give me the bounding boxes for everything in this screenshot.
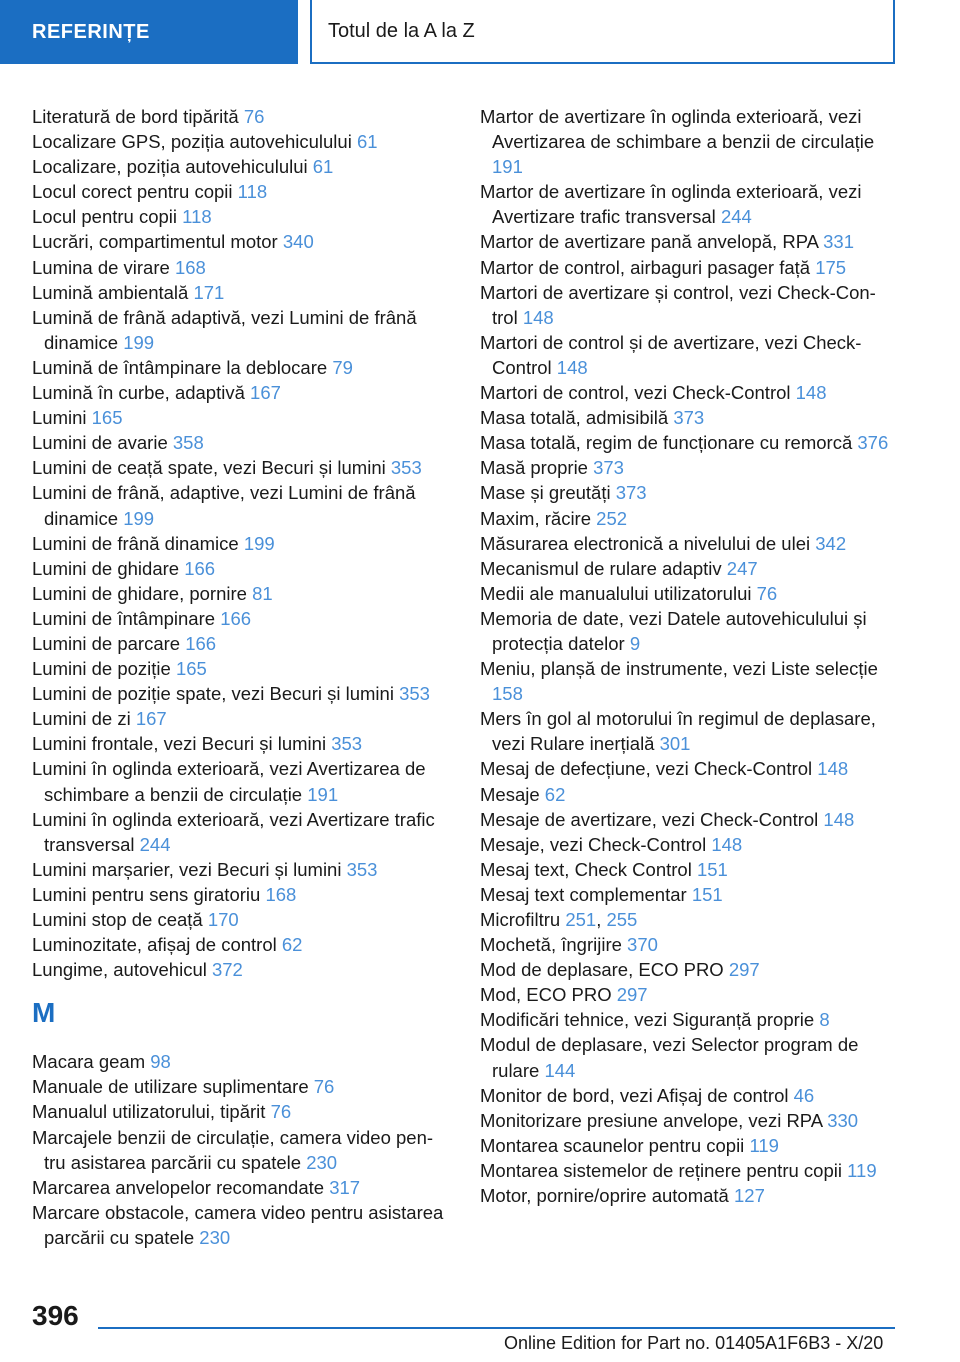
index-entry-text: Locul pentru copii	[32, 206, 178, 228]
page-link[interactable]: 372	[211, 959, 243, 981]
index-entry-text: Lumini de parcare	[32, 632, 181, 654]
page-link[interactable]: 317	[329, 1176, 361, 1198]
page-link[interactable]: 165	[175, 658, 207, 680]
page-link[interactable]: 373	[673, 407, 705, 429]
index-entry-text: Mod, ECO PRO	[480, 984, 612, 1006]
index-entry	[480, 606, 890, 656]
index-entry-text: Maxim, răcire	[480, 507, 592, 529]
index-entry-text: Martor de avertizare în oglinda exterioară, vezi Avertizare trafic transversal	[480, 181, 862, 228]
index-entry	[32, 430, 447, 455]
index-entry	[480, 556, 890, 581]
page-link[interactable]: 353	[346, 858, 378, 880]
index-entry	[32, 179, 447, 204]
page-link[interactable]: 166	[184, 557, 216, 579]
page-link[interactable]: 61	[312, 156, 334, 178]
index-entry-text: Lumină de frână adaptivă, vezi Lumini de frână dinamice	[32, 306, 417, 353]
index-entry	[480, 756, 890, 781]
page-link[interactable]: 331	[823, 231, 855, 253]
page-link[interactable]: 230	[306, 1151, 338, 1173]
index-entry-text: Lumini frontale, vezi Becuri și lumini	[32, 733, 327, 755]
page-link[interactable]: 171	[193, 281, 225, 303]
index-entry-text: Literatură de bord tipărită	[32, 106, 239, 127]
index-entry	[32, 681, 447, 706]
index-entry-text: Microfiltru	[480, 909, 561, 930]
page-link[interactable]: 191	[492, 156, 523, 178]
index-entry	[480, 455, 890, 480]
page-link[interactable]: 76	[756, 582, 778, 604]
index-entry-text: Montarea sistemelor de reținere pentru copii	[480, 1159, 842, 1181]
page-link[interactable]: 151	[696, 858, 728, 880]
index-entry	[32, 656, 447, 681]
index-entry-text: Lucrări, compartimentul motor	[32, 231, 278, 253]
page-link[interactable]: 62	[281, 934, 303, 956]
index-entry	[32, 455, 447, 480]
index-entry-text: Meniu, planșă de instrumente, vezi Liste selecție	[480, 658, 878, 680]
footer-divider	[98, 1327, 895, 1329]
page-link[interactable]: 148	[817, 758, 849, 780]
page-link[interactable]: 119	[749, 1134, 779, 1156]
page-link[interactable]: 81	[252, 582, 273, 604]
page-number: 396	[32, 1300, 79, 1331]
page-link[interactable]: 165	[91, 407, 123, 429]
page-link[interactable]: 330	[827, 1109, 859, 1131]
index-entry	[32, 1074, 447, 1099]
index-entry-text: Lumini de avarie	[32, 432, 168, 454]
index-entry-text: Marcajele benzii de circulație, camera video pentru asistarea parcării cu spatele	[32, 1126, 434, 1173]
page-title: Totul de la A la Z	[328, 19, 475, 42]
index-entry	[32, 756, 447, 806]
index-entry	[480, 882, 890, 907]
index-entry-text: Lumina de virare	[32, 256, 170, 278]
index-entry	[480, 380, 890, 405]
index-entry	[32, 556, 447, 581]
index-entry-text: Monitorizare presiune anvelope, vezi RPA	[480, 1109, 823, 1131]
page-link[interactable]: 358	[172, 432, 204, 454]
index-entry	[480, 782, 890, 807]
page-link[interactable]: 342	[815, 532, 847, 554]
index-entry-text: Manuale de utilizare suplimentare	[32, 1076, 309, 1098]
page-link[interactable]: 175	[815, 256, 847, 278]
page-link[interactable]: 353	[390, 457, 422, 479]
page-link[interactable]: 168	[265, 883, 297, 905]
index-entry	[480, 581, 890, 606]
index-entry	[480, 857, 890, 882]
index-entry-text: Motor, pornire/oprire automată	[480, 1185, 729, 1207]
index-entry-text: Masa totală, regim de funcționare cu remorcă	[480, 432, 853, 454]
index-entry	[480, 531, 890, 556]
index-entry-text: Lumini de poziție	[32, 658, 171, 680]
index-entry	[32, 405, 447, 430]
page-link[interactable]: 247	[726, 557, 758, 579]
index-entry	[32, 280, 447, 305]
section-title: REFERINȚE	[32, 20, 150, 43]
page-link[interactable]: 373	[593, 457, 624, 479]
page-link[interactable]: 76	[313, 1076, 335, 1098]
index-entry	[480, 330, 890, 380]
index-entry-text: Lumini pentru sens giratoriu	[32, 883, 261, 905]
index-entry-text: Masa totală, admisibilă	[480, 407, 669, 429]
page-link[interactable]: 148	[556, 356, 588, 378]
index-entry-text: Lumini	[32, 407, 87, 429]
index-column-right	[480, 104, 890, 1208]
index-entry	[32, 531, 447, 556]
index-entry	[32, 355, 447, 380]
index-entry	[480, 1083, 890, 1108]
index-entry-text: Medii ale manualului utilizatorului	[480, 582, 752, 604]
page-link[interactable]: 148	[711, 833, 743, 855]
page-link[interactable]: 119	[847, 1159, 877, 1181]
page-link[interactable]: 127	[734, 1185, 765, 1207]
index-entry-text: Modul de deplasare, vezi Selector program de rulare	[480, 1034, 859, 1081]
index-entry-text: Lumină în curbe, adaptivă	[32, 382, 245, 404]
index-entry	[32, 1049, 447, 1074]
index-entry-text: Locul corect pentru copii	[32, 181, 233, 203]
index-entry-text: Lumini de zi	[32, 708, 131, 730]
page-link[interactable]: 353	[399, 683, 430, 705]
index-entry-text: Localizare GPS, poziția autovehiculului	[32, 131, 352, 153]
page-link[interactable]: 199	[243, 532, 275, 554]
page-link[interactable]: 98	[150, 1051, 171, 1073]
index-entry	[32, 907, 447, 932]
index-entry-text: Lumini de întâmpinare	[32, 607, 216, 629]
index-entry	[480, 1158, 890, 1183]
index-entry-text: Mesaj text complementar	[480, 883, 687, 905]
page-link[interactable]: 353	[331, 733, 363, 755]
index-entry-text: Masă proprie	[480, 457, 588, 479]
page-link[interactable]: 301	[659, 733, 691, 755]
index-entry-text: Martor de avertizare în oglinda exterioară, vezi Avertizarea de schimbare a benzii de circulație	[480, 106, 875, 153]
index-entry	[480, 506, 890, 531]
index-entry	[32, 154, 447, 179]
index-entry	[480, 982, 890, 1007]
page-link[interactable]: 148	[823, 808, 855, 830]
index-entry-text: Memoria de date, vezi Datele autovehiculului și protecția datelor	[480, 607, 867, 654]
index-entry-text: Martori de control și de avertizare, vezi Check-Control	[480, 331, 862, 378]
page-link[interactable]: 373	[615, 482, 647, 504]
index-entry	[32, 380, 447, 405]
index-entry	[480, 229, 890, 254]
page-link[interactable]: 79	[332, 356, 353, 378]
index-entry-text: Mesaj de defecțiune, vezi Check-Control	[480, 758, 813, 780]
index-entry-text: Mochetă, îngrijire	[480, 934, 622, 956]
page-link[interactable]: 255	[606, 909, 638, 930]
section-tab	[0, 0, 298, 64]
page-link[interactable]: 244	[720, 206, 752, 228]
index-entry-text: Martori de control, vezi Check-Control	[480, 382, 791, 404]
page-link[interactable]: 199	[123, 507, 155, 529]
page-link[interactable]: 170	[207, 909, 239, 930]
section-letter: M	[32, 997, 56, 1029]
index-entry	[32, 882, 447, 907]
page-link[interactable]: 191	[307, 783, 339, 805]
page-link[interactable]: 167	[135, 708, 167, 730]
index-entry-text: Macara geam	[32, 1051, 146, 1073]
index-entry	[480, 179, 890, 229]
index-entry	[32, 305, 447, 355]
index-entry-text: Mod de deplasare, ECO PRO	[480, 959, 724, 981]
index-entry-text: Marcarea anvelopelor recomandate	[32, 1176, 325, 1198]
page-link[interactable]: 158	[492, 683, 523, 705]
index-entry-text: Măsurarea electronică a nivelului de ulei	[480, 532, 811, 554]
page-link[interactable]: 297	[728, 959, 760, 981]
index-entry	[480, 104, 890, 179]
index-entry-text: Lumini de ghidare, pornire	[32, 582, 247, 604]
index-entry	[32, 480, 447, 530]
page-link[interactable]: 9	[629, 632, 641, 654]
index-entry-text: Mase și greutăți	[480, 482, 611, 504]
page-link[interactable]: 376	[857, 432, 889, 454]
index-entry	[480, 280, 890, 330]
index-entry	[480, 1007, 890, 1032]
index-entry	[32, 731, 447, 756]
index-entry	[32, 631, 447, 656]
page-link[interactable]: 251	[565, 909, 597, 930]
index-entry	[32, 255, 447, 280]
index-entry-text: Luminozitate, afișaj de control	[32, 934, 277, 956]
index-entry	[480, 1108, 890, 1133]
index-entry	[32, 1125, 447, 1175]
index-entry-text: Lumină ambientală	[32, 281, 189, 303]
page-link[interactable]: 148	[522, 306, 554, 328]
index-entry	[32, 129, 447, 154]
index-entry	[480, 932, 890, 957]
index-entry	[32, 204, 447, 229]
index-entry	[480, 957, 890, 982]
page-link[interactable]: 167	[250, 382, 281, 404]
index-entry-text: Lungime, autovehicul	[32, 959, 207, 981]
index-entry	[32, 229, 447, 254]
index-entry-text: Manualul utilizatorului, tipărit	[32, 1101, 266, 1123]
index-entry-text: Localizare, poziția autovehiculului	[32, 156, 308, 178]
page-link[interactable]: 252	[596, 507, 628, 529]
index-entry	[480, 656, 890, 706]
index-entry	[32, 957, 447, 982]
page-link[interactable]: 199	[123, 331, 155, 353]
index-entry	[480, 480, 890, 505]
page-link[interactable]: 370	[627, 934, 658, 956]
index-entry	[480, 1183, 890, 1208]
page-link[interactable]: 166	[220, 607, 252, 629]
index-entry	[32, 932, 447, 957]
index-entry-text: Martor de avertizare pană anvelopă, RPA	[480, 231, 818, 253]
page-link[interactable]: 118	[182, 206, 212, 228]
index-entry-text: Lumini de frână dinamice	[32, 532, 239, 554]
index-entry	[480, 1032, 890, 1082]
page-link[interactable]: 61	[356, 131, 378, 153]
page-link[interactable]: 151	[691, 883, 723, 905]
index-entry-text: Mesaje, vezi Check-Control	[480, 833, 707, 855]
page-link[interactable]: 230	[199, 1226, 231, 1248]
index-entry-text: Modificări tehnice, vezi Siguranță proprie	[480, 1009, 815, 1031]
page-link[interactable]: 244	[139, 833, 171, 855]
index-entry	[480, 430, 890, 455]
page-link[interactable]: 340	[282, 231, 314, 253]
index-entry	[32, 1099, 447, 1124]
page-link[interactable]: 76	[243, 106, 265, 127]
page-link[interactable]: 62	[544, 783, 566, 805]
index-entry-text: Mesaj text, Check Control	[480, 858, 692, 880]
index-entry-text: Lumină de întâmpinare la deblocare	[32, 356, 328, 378]
index-entry-text: Martor de control, airbaguri pasager față	[480, 256, 811, 278]
index-entry-text: Mers în gol al motorului în regimul de deplasare, vezi Rulare inerțială	[480, 708, 876, 755]
index-entry	[32, 606, 447, 631]
index-entry: Microfiltru 251, 255	[480, 909, 638, 930]
page-link[interactable]: 168	[174, 256, 206, 278]
index-entry-text: Mecanismul de rulare adaptiv	[480, 557, 722, 579]
index-entry-text: Lumini stop de ceață	[32, 909, 203, 930]
index-entry	[32, 581, 447, 606]
index-entry	[32, 104, 447, 129]
page-link[interactable]: 118	[237, 181, 268, 203]
index-entry	[32, 857, 447, 882]
page-link[interactable]: 166	[185, 632, 217, 654]
index-entry	[480, 832, 890, 857]
page-link[interactable]: 144	[544, 1059, 576, 1081]
page-link[interactable]: 8	[819, 1009, 830, 1031]
index-entry-text: Lumini de ceață spate, vezi Becuri și lumini	[32, 457, 386, 479]
index-entry-text: Lumini marșarier, vezi Becuri și lumini	[32, 858, 342, 880]
index-entry-text: Montarea scaunelor pentru copii	[480, 1134, 745, 1156]
index-entry-text: Martori de avertizare și control, vezi Check-Control	[480, 281, 876, 328]
index-entry	[32, 1175, 447, 1200]
index-entry-text: Lumini de ghidare	[32, 557, 180, 579]
index-entry-text: Lumini în oglinda exterioară, vezi Avertizarea de schimbare a benzii de circulație	[32, 758, 426, 805]
index-column-left	[32, 104, 447, 1250]
index-entry-text: Lumini de poziție spate, vezi Becuri și lumini	[32, 683, 394, 705]
index-entry	[32, 706, 447, 731]
header-title-box	[310, 0, 895, 64]
index-entry	[480, 807, 890, 832]
index-entry	[32, 1200, 447, 1250]
index-entry-text: Monitor de bord, vezi Afișaj de control	[480, 1084, 789, 1106]
index-entry	[480, 706, 890, 756]
page-link[interactable]: 148	[795, 382, 827, 404]
index-entry-text: Lumini în oglinda exterioară, vezi Avertizare trafic transversal	[32, 808, 435, 855]
index-entry	[480, 405, 890, 430]
index-entry-text: Mesaje	[480, 783, 540, 805]
index-entry	[32, 807, 447, 857]
page-link[interactable]: 297	[616, 984, 648, 1006]
index-entry-text: Marcare obstacole, camera video pentru asistarea parcării cu spatele	[32, 1201, 444, 1248]
index-entry	[480, 255, 890, 280]
index-entry-text: Mesaje de avertizare, vezi Check-Control	[480, 808, 819, 830]
page-link[interactable]: 46	[793, 1084, 815, 1106]
index-entry	[480, 1133, 890, 1158]
index-entry-text: Lumini de frână, adaptive, vezi Lumini de frână dinamice	[32, 482, 416, 529]
edition-label: Online Edition for Part no. 01405A1F6B3 - X/20	[504, 1333, 884, 1353]
page-link[interactable]: 76	[270, 1101, 292, 1123]
